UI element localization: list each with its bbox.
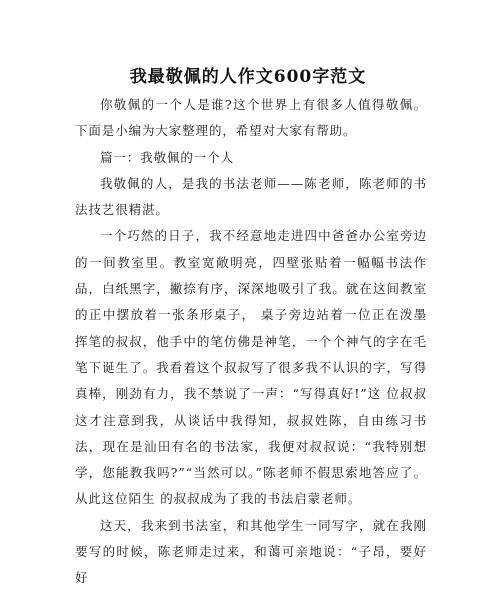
body-paragraph-1: 我敬佩的人，是我的书法老师——陈老师，陈老师的书法技艺很精湛。 bbox=[75, 175, 427, 218]
body-paragraph-3: 这天，我来到书法室，和其他学生一同写字，就在我刚要写的时候，陈老师走过来，和蔼可亲地说：“子昂，要好好 bbox=[75, 517, 427, 586]
body-paragraph-2: 一个巧然的日子，我不经意地走进四中爸爸办公室旁边的一间教室里。教室宽敞明亮，四壁张贴着一幅幅书法作品，白纸黑字，撇捺有序，深深地吸引了我。就在这间教室的正中摆放着一张条形桌子， 桌子旁边站着一位正在泼墨挥笔的叔叔，他手中的笔仿佛是神笔，一个个神气的字在毛笔下诞生了。我看着这个叔叔写了很多我不认识的字，写得真棒，刚劲有力，我不禁说了一声：“写得真好!”这 位叔叔这才注意到我，从谈话中我得知，叔叔姓陈，自由练习书法，现在是汕田有名的书法家，我便对叔叔说：“我特别想学，您能教我吗?”“当然可以。”陈老师不假思索地答应了。从此这位陌生 的叔叔成为了我的书法启蒙老师。 bbox=[75, 228, 427, 507]
document-body bbox=[75, 92, 427, 592]
section-heading: 篇一：我敬佩的一个人 bbox=[100, 149, 235, 165]
intro-paragraph: 你敬佩的一个人是谁?这个世界上有很多人值得敬佩。下面是小编为大家整理的，希望对大家有帮助。 bbox=[75, 97, 427, 139]
document-title: 我最敬佩的人作文600字范文 bbox=[129, 67, 367, 87]
